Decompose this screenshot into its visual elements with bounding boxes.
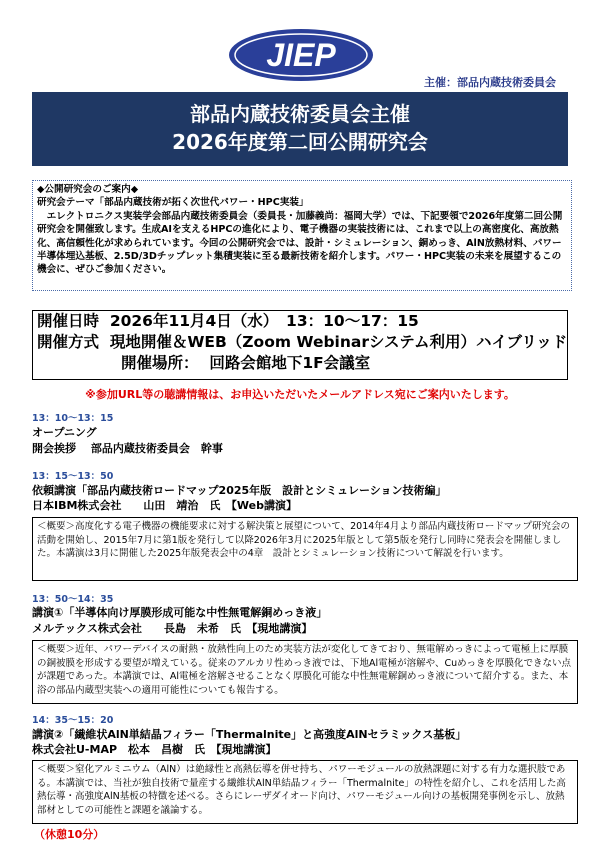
session-abstract: ＜概要＞窒化アルミニウム（AlN）は絶縁性と高熱伝導を併せ持ち、パワーモジュールの放熱課題に対する有力な選択肢である。本講演では、当社が独自技術で量産する繊維状AlN単結晶フィラー「Thermalnite」の特性を紹介し、これを活用した高熱伝導・高強度AlN基板の特徴を述べる。さらにレーザダイオード向け、パワーモジュール向けの基板開発事例を示し、放熱部材としての可能性と課題を議論する。 <box>32 760 578 824</box>
break-label: （休憩10分） <box>34 828 105 841</box>
session-title: 講演①「半導体向け厚膜形成可能な中性無電解銅めっき液」 <box>32 606 328 619</box>
date-label: 開催日時 <box>37 312 100 330</box>
session-time: 13：15～13：50 <box>32 471 114 482</box>
title-line-2: 2026年度第二回公開研究会 <box>172 130 428 154</box>
method-value: 現地開催＆WEB（Zoom Webinarシステム利用）ハイブリッド <box>109 333 568 351</box>
info-box <box>32 180 572 291</box>
method-label: 開催方式 <box>37 333 100 351</box>
session-time: 14：35～15：20 <box>32 715 114 726</box>
title-line-1: 部品内蔵技術委員会主催 <box>190 102 410 126</box>
logo-text: JIEP <box>266 37 336 73</box>
session-time: 13：50～14：35 <box>32 594 114 605</box>
jiep-logo <box>228 28 374 82</box>
session-title: 依頼講演「部品内蔵技術ロードマップ2025年版 設計とシミュレーション技術編」 <box>32 484 447 497</box>
session-abstract: ＜概要＞高度化する電子機器の機能要求に対する解決策と展望について、2014年4月より部品内蔵技術ロードマップ研究会の活動を開始し、2015年7月に第1版を発行して以降2026年3月に2025年版として第5版を発行し同時に発表会を開催しました。本講演は3月に開催した2025年版発表会中の4章 設計とシミュレーション技術について解説を行います。 <box>32 517 578 581</box>
schedule-date-row <box>33 311 567 332</box>
session-speaker: 株式会社U-MAP 松本 昌樹 氏 【現地講演】 <box>32 743 277 756</box>
venue-value: 回路会館地下1F会議室 <box>209 354 371 372</box>
date-value: 2026年11月4日（水） 13：10～17：15 <box>109 312 419 330</box>
registration-notice: ※参加URL等の聴講情報は、お申込いただいたメールアドレス宛にご案内いたします。 <box>85 388 515 401</box>
info-body: エレクトロニクス実装学会部品内蔵技術委員会（委員長・加藤義尚：福岡大学）では、下記要領で2026年度第二回公開研究会を開催致します。生成AIを支えるHPCの進化により、電子機器の実装技術には、これまで以上の高密度化、高放熱化、高信頼性化が求められています。今回の公開研究会では、設計・シミュレーション、銅めっき、AlN放熱材料、パワー半導体埋込基板、2.5D/3Dチップレット集積実装に至る最新技術を紹介します。パワー・HPC実装の未来を展望するこの機会に、ぜひご参加ください。 <box>37 210 563 276</box>
venue-label: 開催場所： <box>121 354 199 372</box>
schedule-method-row <box>33 332 567 353</box>
schedule-box <box>32 310 568 380</box>
session-speaker: メルテックス株式会社 長島 未希 氏 【現地講演】 <box>32 622 313 635</box>
session-title: 講演②「繊維状AlN単結晶フィラー「Thermalnite」と高強度AlNセラミックス基板」 <box>32 728 467 741</box>
organizer-label: 主催：部品内蔵技術委員会 <box>424 76 556 89</box>
title-banner <box>32 92 568 166</box>
session-speaker: 開会挨拶 部品内蔵技術委員会 幹事 <box>32 442 223 455</box>
session-time: 13：10～13：15 <box>32 413 114 424</box>
info-heading: ◆公開研究会のご案内◆ <box>37 184 139 195</box>
info-theme: 研究会テーマ「部品内蔵技術が拓く次世代パワー・HPC実装」 <box>37 197 309 209</box>
session-title: オープニング <box>32 426 97 439</box>
session-abstract: ＜概要＞近年、パワーデバイスの耐熱・放熱性向上のため実装方法が変化してきており、無電解めっきによって電極上に厚膜の銅被膜を形成する要望が増えている。従来のアルカリ性めっき液では、下地Al電極が溶解や、Cuめっきを厚膜化できない点が課題であった。本講演では、Al電極を溶解させることなく厚膜化可能な中性無電解銅めっき液について紹介する。また、本浴の部品内蔵型実装への適用可能性についても報告する。 <box>32 640 578 704</box>
session-speaker: 日本IBM株式会社 山田 靖治 氏 【Web講演】 <box>32 499 297 512</box>
schedule-venue-row <box>33 353 567 374</box>
